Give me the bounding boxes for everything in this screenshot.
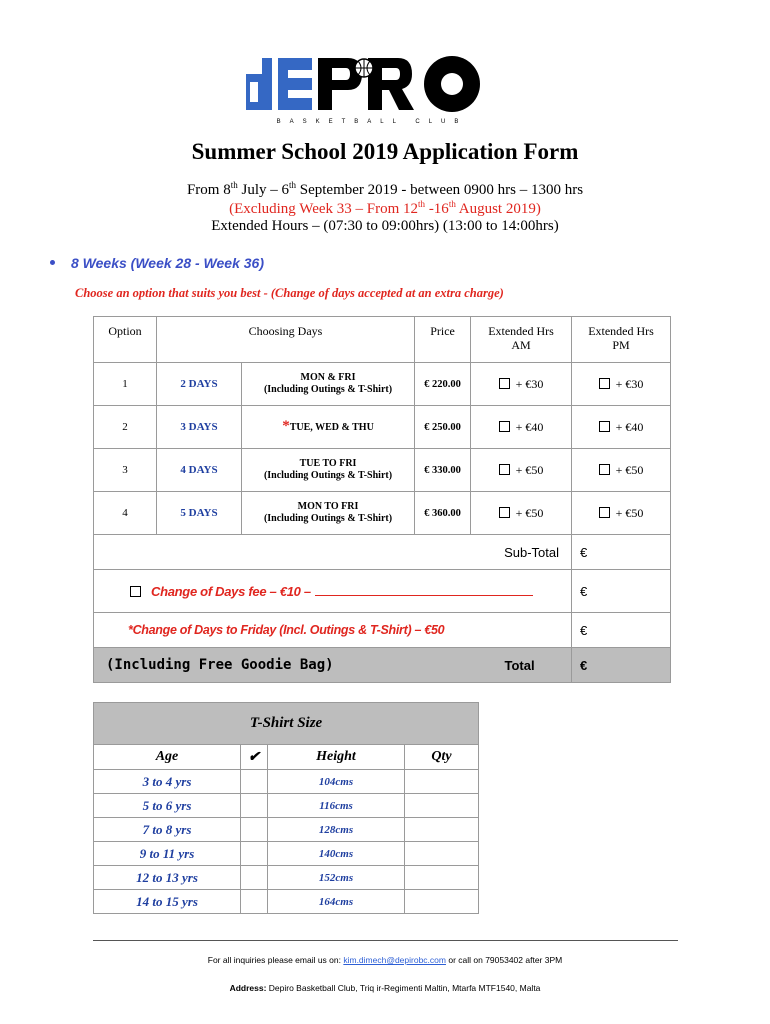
tshirt-age: 3 to 4 yrs [94,770,241,794]
am-checkbox[interactable] [499,378,510,389]
goodie-bag-note: (Including Free Goodie Bag) [94,648,415,683]
tshirt-qty-cell[interactable] [405,794,479,818]
tshirt-qty-cell[interactable] [405,890,479,914]
change-fee-row [94,570,671,613]
pm-checkbox-cell[interactable]: + €50 [572,449,671,492]
tshirt-age: 9 to 11 yrs [94,842,241,866]
change-fee-cell [94,570,572,613]
option-days: 3 DAYS [157,406,242,449]
tshirt-height: 152cms [268,866,405,890]
page-title: Summer School 2019 Application Form [191,139,579,164]
tshirt-row [94,794,479,818]
pm-checkbox[interactable] [599,421,610,432]
tshirt-row [94,866,479,890]
excluded-week-line: (Excluding Week 33 – From 12th -16th August 2019) [229,199,541,217]
am-checkbox-cell[interactable]: + €30 [471,363,572,406]
am-checkbox-cell[interactable]: + €40 [471,406,572,449]
tshirt-qty-cell[interactable] [405,818,479,842]
tshirt-check-cell[interactable] [241,770,268,794]
tshirt-height: 128cms [268,818,405,842]
pm-checkbox[interactable] [599,378,610,389]
option-row [94,492,671,535]
change-fee-checkbox[interactable] [130,586,141,597]
tshirt-age: 7 to 8 yrs [94,818,241,842]
pm-checkbox[interactable] [599,464,610,475]
am-checkbox[interactable] [499,507,510,518]
total-value[interactable]: € [572,648,671,683]
option-row [94,449,671,492]
pm-checkbox-cell[interactable]: + €50 [572,492,671,535]
col-price: Price [415,317,471,363]
col-age: Age [94,745,241,770]
option-days: 5 DAYS [157,492,242,535]
option-price: € 250.00 [415,406,471,449]
pm-checkbox[interactable] [599,507,610,518]
bullet-dot-icon [50,260,55,265]
subtotal-label: Sub-Total [94,535,572,570]
option-number: 2 [94,406,157,449]
tshirt-check-cell[interactable] [241,866,268,890]
option-description: MON TO FRI (Including Outings & T-Shirt) [242,492,415,535]
checkmark-icon: ✔ [241,745,268,770]
tshirt-header-row [94,745,479,770]
col-height: Height [268,745,405,770]
col-qty: Qty [405,745,479,770]
tshirt-check-cell[interactable] [241,794,268,818]
tshirt-check-cell[interactable] [241,890,268,914]
am-checkbox-cell[interactable]: + €50 [471,492,572,535]
col-choosing-days: Choosing Days [157,317,415,363]
tshirt-age: 14 to 15 yrs [94,890,241,914]
pm-checkbox-cell[interactable]: + €30 [572,363,671,406]
asterisk-mark: * [282,418,290,434]
option-row [94,363,671,406]
option-days: 4 DAYS [157,449,242,492]
subtotal-row [94,535,671,570]
am-checkbox[interactable] [499,421,510,432]
tshirt-height: 104cms [268,770,405,794]
logo-subtitle: BASKETBALL CLUB [276,119,468,125]
tshirt-height: 116cms [268,794,405,818]
tshirt-row [94,818,479,842]
pm-checkbox-cell[interactable]: + €40 [572,406,671,449]
total-label: Total [415,648,572,683]
option-days: 2 DAYS [157,363,242,406]
footer-divider [93,940,678,941]
tshirt-height: 140cms [268,842,405,866]
total-row [94,648,671,683]
option-number: 1 [94,363,157,406]
extended-hours-line: Extended Hours – (07:30 to 09:00hrs) (13:00 to 14:00hrs) [211,218,559,234]
tshirt-age: 5 to 6 yrs [94,794,241,818]
am-checkbox[interactable] [499,464,510,475]
change-friday-value[interactable]: € [572,613,671,648]
tshirt-size-table [93,702,479,914]
tshirt-row [94,890,479,914]
option-price: € 330.00 [415,449,471,492]
options-header-row [94,317,671,363]
footer-inquiries: For all inquiries please email us on: kim.dimech@depirobc.com or call on 79053402 after 3PM [207,955,563,965]
tshirt-check-cell[interactable] [241,842,268,866]
tshirt-qty-cell[interactable] [405,770,479,794]
tshirt-check-cell[interactable] [241,818,268,842]
subtotal-value[interactable]: € [572,535,671,570]
option-number: 4 [94,492,157,535]
options-table [93,316,671,683]
address-label: Address: [229,983,267,993]
change-fee-label: Change of Days fee – €10 – [151,583,311,599]
tshirt-title: T-Shirt Size [94,703,479,745]
change-friday-label: *Change of Days to Friday (Incl. Outings & T-Shirt) – €50 [94,613,572,648]
option-price: € 220.00 [415,363,471,406]
option-row [94,406,671,449]
tshirt-qty-cell[interactable] [405,842,479,866]
dates-line: From 8th July – 6th September 2019 - between 0900 hrs – 1300 hrs [186,180,584,198]
weeks-bullet: 8 Weeks (Week 28 - Week 36) [50,255,264,271]
tshirt-height: 164cms [268,890,405,914]
change-friday-row [94,613,671,648]
tshirt-row [94,770,479,794]
option-description: MON & FRI (Including Outings & T-Shirt) [242,363,415,406]
tshirt-title-row [94,703,479,745]
change-fee-blank[interactable] [315,585,533,596]
col-option: Option [94,317,157,363]
tshirt-qty-cell[interactable] [405,866,479,890]
change-fee-value[interactable]: € [572,570,671,613]
col-extended-am: Extended Hrs AM [471,317,572,363]
club-logo [244,52,500,126]
tshirt-age: 12 to 13 yrs [94,866,241,890]
option-description: *TUE, WED & THU [242,406,415,449]
choose-note: Choose an option that suits you best - (Change of days accepted at an extra charge) [75,286,504,300]
am-checkbox-cell[interactable]: + €50 [471,449,572,492]
footer-address: Address: Depiro Basketball Club, Triq ir-Regimenti Maltin, Mtarfa MTF1540, Malta [229,983,541,993]
tshirt-row [94,842,479,866]
option-price: € 360.00 [415,492,471,535]
option-description: TUE TO FRI (Including Outings & T-Shirt) [242,449,415,492]
col-extended-pm: Extended Hrs PM [572,317,671,363]
option-number: 3 [94,449,157,492]
email-link[interactable]: kim.dimech@depirobc.com [343,955,446,965]
